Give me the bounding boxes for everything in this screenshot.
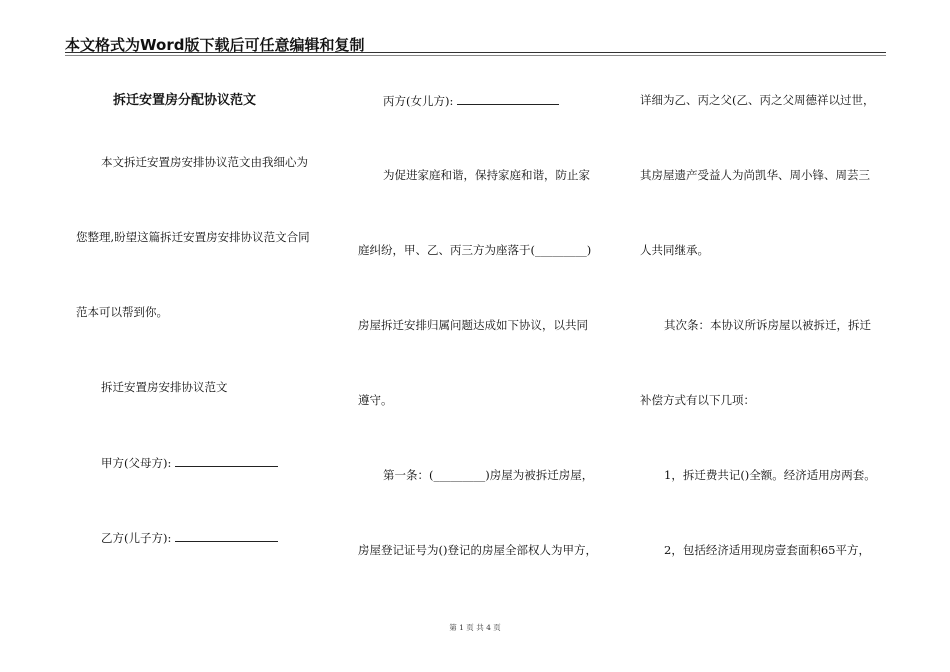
- paragraph-line: 2，包括经济适用现房壹套面积65平方，: [664, 543, 870, 557]
- section-heading: 拆迁安置房安排协议范文: [101, 380, 228, 394]
- paragraph-line: 为促进家庭和谐，保持家庭和谐，防止家: [383, 168, 590, 182]
- paragraph-line: 您整理,盼望这篇拆迁安置房安排协议范文合同: [76, 230, 310, 244]
- paragraph-line: 房屋登记证号为()登记的房屋全部权人为甲方，: [358, 543, 597, 557]
- party-c-label: 丙方(女儿方):: [383, 94, 454, 108]
- paragraph-line: 其房屋遗产受益人为尚凯华、周小锋、周芸三: [640, 168, 870, 182]
- paragraph-line: 庭纠纷，甲、乙、丙三方为座落于(_________): [358, 243, 592, 257]
- paragraph-line: 房屋拆迁安排归属问题达成如下协议，以共同: [358, 318, 588, 332]
- party-a-label: 甲方(父母方):: [101, 456, 172, 470]
- paragraph-line: 遵守。: [358, 393, 393, 407]
- paragraph-line: 人共同继承。: [640, 243, 709, 257]
- paragraph-line: 其次条：本协议所诉房屋以被拆迁，拆迁: [664, 318, 871, 332]
- paragraph-line: 补偿方式有以下几项：: [640, 393, 755, 407]
- page-footer: 第 1 页 共 4 页: [449, 623, 501, 632]
- party-c-line: [383, 93, 559, 108]
- party-b-label: 乙方(儿子方):: [101, 531, 172, 545]
- paragraph-line: 第一条：(_________)房屋为被拆迁房屋，: [383, 468, 594, 482]
- paragraph-line: 本文拆迁安置房安排协议范文由我细心为: [101, 155, 308, 169]
- paragraph-line: 范本可以帮到你。: [76, 305, 168, 319]
- paragraph-line: 详细为乙、丙之父(乙、丙之父周德祥以过世，: [640, 93, 875, 107]
- paragraph-line: 1，拆迁费共记()全额。经济适用房两套。: [664, 468, 876, 482]
- document-header: 本文格式为Word版下载后可任意编辑和复制: [65, 36, 365, 54]
- document-title: 拆迁安置房分配协议范文: [113, 93, 257, 108]
- party-c-blank: [457, 93, 559, 105]
